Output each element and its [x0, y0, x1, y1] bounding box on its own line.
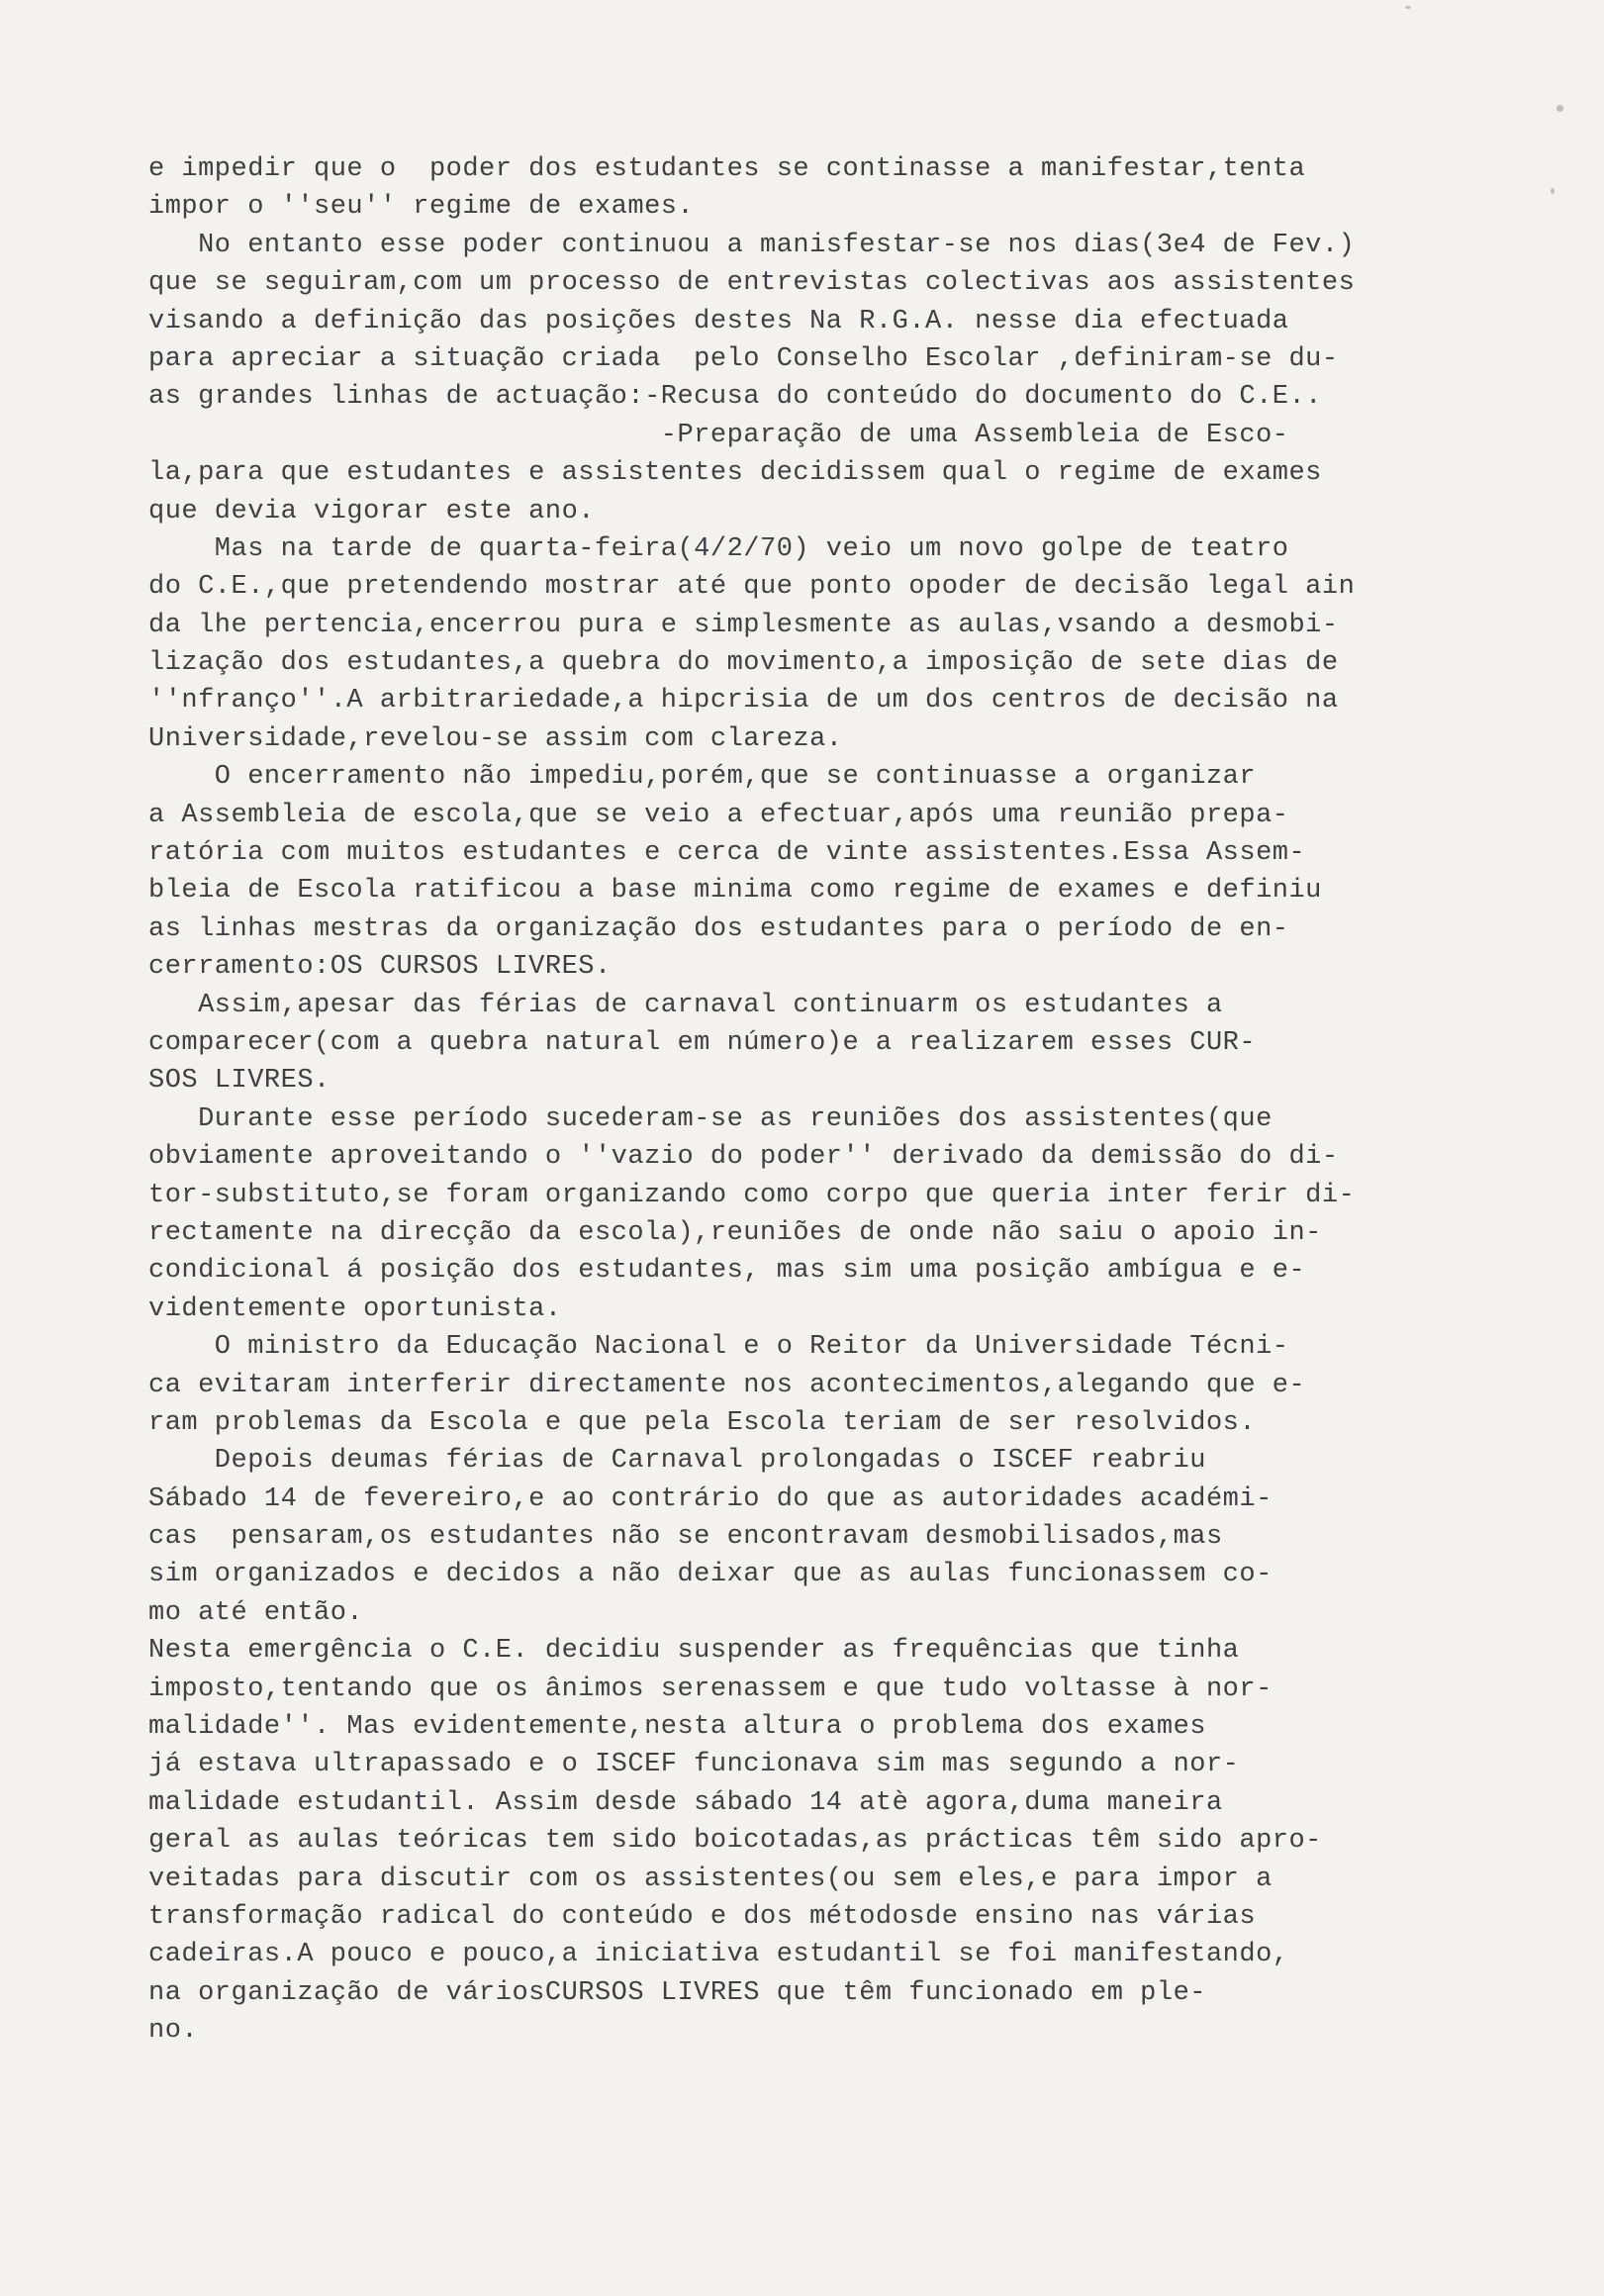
text-line: Durante esse período sucederam-se as reuniões dos assistentes(que	[148, 1103, 1273, 1134]
text-line: la,para que estudantes e assistentes decidissem qual o regime de exames	[148, 458, 1322, 489]
text-line: No entanto esse poder continuou a manisfestar-se nos dias(3e4 de Fev.)	[148, 230, 1356, 260]
ink-speck	[1551, 188, 1555, 194]
text-line: ram problemas da Escola e que pela Escola teriam de ser resolvidos.	[148, 1407, 1257, 1438]
text-line: videntemente oportunista.	[148, 1293, 562, 1324]
text-line: do C.E.,que pretendendo mostrar até que ponto opoder de decisão legal ain	[148, 572, 1356, 603]
text-line: que se seguiram,com um processo de entrevistas colectivas aos assistentes	[148, 268, 1356, 299]
text-line: impor o ''seu'' regime de exames.	[148, 192, 695, 223]
text-line: e impedir que o poder dos estudantes se continasse a manifestar,tenta	[148, 154, 1306, 184]
text-line: as linhas mestras da organização dos estudantes para o período de en-	[148, 913, 1289, 944]
text-line: Mas na tarde de quarta-feira(4/2/70) veio um novo golpe de teatro	[148, 533, 1289, 564]
text-line: ca evitaram interferir directamente nos acontecimentos,alegando que e-	[148, 1370, 1306, 1400]
text-line: cerramento:OS CURSOS LIVRES.	[148, 952, 612, 983]
text-line: imposto,tentando que os ânimos serenassem e que tudo voltasse à nor-	[148, 1674, 1273, 1704]
text-line: O encerramento não impediu,porém,que se continuasse a organizar	[148, 762, 1257, 793]
text-line: transformação radical do conteúdo e dos métodosde ensino nas várias	[148, 1901, 1257, 1932]
ink-speck	[1557, 105, 1563, 112]
text-line: no.	[148, 2016, 199, 2047]
document-body	[148, 150, 1464, 2051]
text-line: visando a definição das posições destes Na R.G.A. nesse dia efectuada	[148, 306, 1289, 336]
text-line: veitadas para discutir com os assistentes(ou sem eles,e para impor a	[148, 1864, 1273, 1894]
text-line: lização dos estudantes,a quebra do movimento,a imposição de sete dias de	[148, 648, 1339, 679]
text-line: ''nfranço''.A arbitrariedade,a hipcrisia de um dos centros de decisão na	[148, 686, 1339, 717]
text-line: bleia de Escola ratificou a base minima como regime de exames e definiu	[148, 876, 1322, 907]
text-line: Assim,apesar das férias de carnaval continuarm os estudantes a	[148, 990, 1223, 1020]
text-line: rectamente na direcção da escola),reuniões de onde não saiu o apoio in-	[148, 1217, 1322, 1248]
text-line: na organização de váriosCURSOS LIVRES que têm funcionado em ple-	[148, 1977, 1206, 2008]
text-line: que devia vigorar este ano.	[148, 496, 595, 526]
text-line: Sábado 14 de fevereiro,e ao contrário do que as autoridades académi-	[148, 1483, 1273, 1514]
text-line: para apreciar a situação criada pelo Conselho Escolar ,definiram-se du-	[148, 343, 1339, 374]
text-line: condicional á posição dos estudantes, mas sim uma posição ambígua e e-	[148, 1256, 1306, 1287]
text-line: obviamente aproveitando o ''vazio do poder'' derivado da demissão do di-	[148, 1142, 1339, 1173]
text-line: da lhe pertencia,encerrou pura e simplesmente as aulas,vsando a desmobi-	[148, 610, 1339, 640]
text-line: O ministro da Educação Nacional e o Reitor da Universidade Técni-	[148, 1332, 1289, 1363]
text-line: malidade estudantil. Assim desde sábado 14 atè agora,duma maneira	[148, 1787, 1223, 1818]
text-line: Nesta emergência o C.E. decidiu suspender as frequências que tinha	[148, 1636, 1240, 1667]
text-line: SOS LIVRES.	[148, 1066, 330, 1097]
text-line: cadeiras.A pouco e pouco,a iniciativa estudantil se foi manifestando,	[148, 1940, 1289, 1970]
text-line: geral as aulas teóricas tem sido boicotadas,as prácticas têm sido apro-	[148, 1826, 1322, 1857]
text-line: cas pensaram,os estudantes não se encontravam desmobilisados,mas	[148, 1522, 1223, 1553]
text-line: malidade''. Mas evidentemente,nesta altura o problema dos exames	[148, 1712, 1206, 1743]
text-line: já estava ultrapassado e o ISCEF funcionava sim mas segundo a nor-	[148, 1750, 1240, 1780]
text-line: Universidade,revelou-se assim com clareza.	[148, 723, 843, 754]
text-line: comparecer(com a quebra natural em número)e a realizarem esses CUR-	[148, 1027, 1257, 1058]
text-line: -Preparação de uma Assembleia de Esco-	[148, 420, 1289, 450]
text-line: a Assembleia de escola,que se veio a efectuar,após uma reunião prepa-	[148, 800, 1289, 830]
text-line: as grandes linhas de actuação:-Recusa do conteúdo do documento do C.E..	[148, 382, 1322, 413]
text-line: mo até então.	[148, 1597, 364, 1628]
text-line: ratória com muitos estudantes e cerca de vinte assistentes.Essa Assem-	[148, 838, 1306, 869]
text-line: sim organizados e decidos a não deixar que as aulas funcionassem co-	[148, 1560, 1273, 1590]
ink-speck	[1405, 6, 1411, 9]
text-line: Depois deumas férias de Carnaval prolongadas o ISCEF reabriu	[148, 1446, 1206, 1477]
text-line: tor-substituto,se foram organizando como corpo que queria inter ferir di-	[148, 1180, 1356, 1210]
